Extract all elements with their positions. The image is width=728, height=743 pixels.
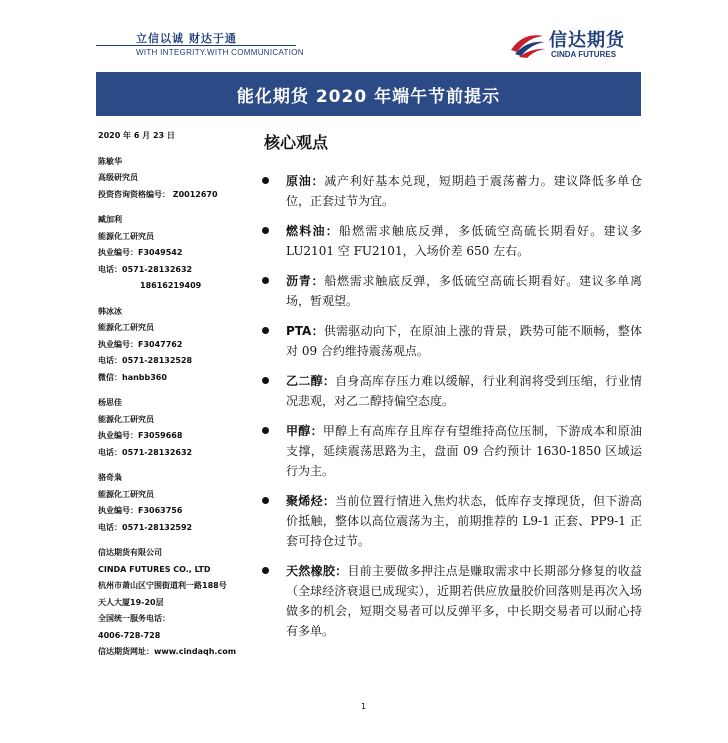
company-name-en: CINDA FUTURES CO., LTD	[98, 564, 211, 574]
section-title: 核心观点	[264, 133, 329, 152]
analyst-title: 能源化工研究员	[98, 414, 154, 424]
point-text: 船燃需求触底反弹，多低硫空高硫长期看好。建议多LU2101 空 FU2101，入场价差 650 左右。	[286, 224, 642, 258]
analyst-title: 能源化工研究员	[98, 489, 154, 499]
logo-text-cn: 信达期货	[549, 30, 625, 51]
analyst-phone: 电话：0571-28132632	[98, 447, 193, 457]
list-item	[262, 491, 642, 551]
analyst-phone: 电话：0571-28132528	[98, 356, 193, 365]
company-website: 信达期货网址：www.cindaqh.com	[98, 647, 237, 656]
analyst-license: 投资咨询资格编号： Z0012670	[98, 189, 218, 199]
report-date: 2020 年 6 月 23 日	[98, 131, 175, 140]
analyst-title: 能源化工研究员	[98, 231, 154, 241]
page-header	[96, 22, 641, 66]
main-content	[262, 128, 642, 651]
point-text: 自身高库存压力难以缓解，行业利润将受到压缩，行业情况悲观，对乙二醇持偏空态度。	[286, 374, 642, 408]
point-label: 燃料油：	[286, 224, 339, 238]
analyst-name: 臧加利	[98, 215, 122, 224]
title-banner	[96, 72, 641, 116]
point-label: 沥青：	[286, 274, 325, 288]
bullet-icon	[262, 277, 269, 284]
point-text: 船燃需求触底反弹，多低硫空高硫长期看好。建议多单离场，暂观望。	[286, 274, 642, 308]
analyst-title: 能源化工研究员	[98, 323, 154, 332]
point-label: 天然橡胶：	[286, 564, 348, 578]
bullet-icon	[262, 427, 269, 434]
page-title: 能化期货 2020 年端午节前提示	[236, 86, 501, 107]
list-item	[262, 561, 642, 641]
list-item	[262, 171, 642, 211]
point-label: 原油：	[286, 174, 325, 188]
slogan-en: WITH INTEGRITY.WITH COMMUNICATION	[136, 48, 304, 57]
point-label: 乙二醇：	[286, 374, 336, 388]
point-text: 供需驱动向下，在原油上涨的背景，跌势可能不顺畅，整体对 09 合约维持震荡观点。	[286, 324, 642, 358]
point-text: 当前位置行情进入焦灼状态，低库存支撑现货，但下游高价抵触，整体以高位震荡为主，前期推荐的 L9-1 正套、PP9-1 正套可持仓过节。	[286, 494, 642, 548]
analyst-license: 执业编号：F3049542	[98, 248, 183, 257]
analyst-wechat: 微信：hanbb360	[98, 372, 167, 382]
list-item	[262, 271, 642, 311]
point-text: 目前主要做多押注点是赚取需求中长期部分修复的收益（全球经济衰退已成现实），近期若供应放量胶价回落则是再次入场做多的机会，短期交易者可以反弹平多，中长期交易者可以耐心持有多单。	[286, 564, 642, 638]
cinda-logo-icon	[509, 28, 547, 58]
bullet-icon	[262, 177, 269, 184]
point-text: 甲醇上有高库存且库存有望维持高位压制，下游成本和原油支撑，延续震荡思路为主，盘面 09 合约预计 1630-1850 区域运行为主。	[286, 424, 642, 478]
point-label: PTA：	[286, 324, 324, 338]
analyst-title: 高级研究员	[98, 173, 138, 182]
list-item	[262, 221, 642, 261]
point-text: 减产利好基本兑现，短期趋于震荡蓄力。建议降低多单仓位，正套过节为宜。	[286, 174, 642, 208]
company-logo	[501, 26, 641, 62]
point-label: 甲醇：	[286, 424, 323, 438]
analyst-phone: 电话：0571-28132632	[98, 264, 193, 274]
service-phone-label: 全国统一服务电话：	[98, 614, 170, 623]
slogan-divider	[96, 45, 296, 46]
analyst-license: 执业编号：F3047762	[98, 339, 183, 349]
company-address: 杭州市萧山区宁围街道利一路188号	[98, 581, 227, 590]
bullet-icon	[262, 227, 269, 234]
list-item	[262, 371, 642, 411]
analyst-name: 韩冰冰	[98, 306, 122, 316]
bullet-icon	[262, 567, 269, 574]
page-number: 1	[361, 702, 367, 711]
bullet-icon	[262, 377, 269, 384]
analyst-name: 陈敏华	[98, 156, 122, 166]
company-address-building: 天人大厦19-20层	[98, 597, 164, 607]
analyst-phone: 电话：0571-28132592	[98, 522, 193, 532]
analyst-mobile: 18616219409	[140, 281, 202, 290]
sidebar-contacts	[98, 128, 248, 661]
bullet-icon	[262, 497, 269, 504]
bullet-icon	[262, 327, 269, 334]
company-name-cn: 信达期货有限公司	[98, 548, 162, 557]
slogan-cn: 立信以诚 财达于通	[136, 32, 237, 45]
analyst-name: 杨思佳	[98, 398, 122, 407]
list-item	[262, 321, 642, 361]
service-phone: 4006-728-728	[98, 630, 161, 640]
analyst-license: 执业编号：F3059668	[98, 431, 183, 440]
analyst-name: 骆奇枭	[98, 473, 122, 482]
logo-text-en: CINDA FUTURES	[551, 50, 617, 59]
point-label: 聚烯烃：	[286, 494, 336, 508]
list-item	[262, 421, 642, 481]
analyst-license: 执业编号：F3063756	[98, 506, 183, 515]
